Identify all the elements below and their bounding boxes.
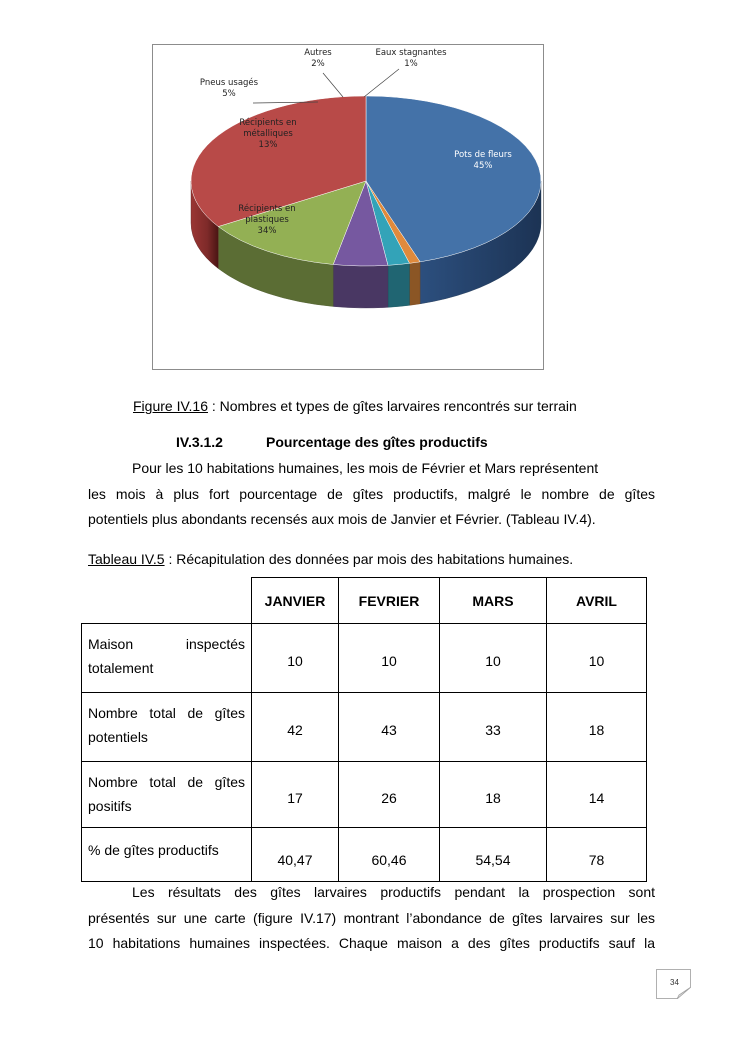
- section-title: Pourcentage des gîtes productifs: [266, 434, 488, 450]
- table-cell: 40,47: [251, 827, 339, 882]
- pie-leader-line: [323, 73, 343, 97]
- pie-slice-label: Eaux stagnantes 1%: [375, 48, 447, 69]
- page-fold-icon: [677, 987, 691, 999]
- table-cell: 33: [439, 692, 547, 762]
- row-label-line: Nombre total de gîtes: [88, 774, 245, 790]
- pie-chart: [153, 45, 543, 369]
- row-label-line: Nombre total de gîtes: [88, 705, 245, 721]
- row-label-line: % de gîtes productifs: [88, 842, 219, 858]
- figure-caption: [133, 398, 577, 414]
- pie-slice-label: Pneus usagés 5%: [199, 78, 259, 99]
- pie-leader-line: [364, 69, 399, 97]
- paragraph-2: [88, 880, 655, 957]
- paragraph-1-line: potentiels plus abondants recensés aux mois de Janvier et Février. (Tableau IV.4).: [88, 511, 596, 527]
- table-cell: 18: [546, 692, 647, 762]
- column-header: FEVRIER: [338, 577, 440, 624]
- table-cell: 78: [546, 827, 647, 882]
- pie-slice-side: [388, 263, 410, 307]
- table-cell: 17: [251, 761, 339, 828]
- table-cell: 54,54: [439, 827, 547, 882]
- figure-caption-text: : Nombres et types de gîtes larvaires rencontrés sur terrain: [207, 398, 577, 414]
- section-number: IV.3.1.2: [176, 434, 223, 450]
- column-header: AVRIL: [546, 577, 647, 624]
- table-caption-text: : Récapitulation des données par mois des habitations humaines.: [164, 551, 574, 567]
- table-caption: [88, 551, 573, 567]
- pie-slice-label: Récipients en métalliques 13%: [239, 118, 297, 150]
- pie-slice-side: [410, 262, 421, 305]
- row-label-line: potentiels: [88, 729, 148, 745]
- table-cell: 60,46: [338, 827, 440, 882]
- table-cell: 18: [439, 761, 547, 828]
- table-cell: 26: [338, 761, 440, 828]
- table-cell: 10: [439, 623, 547, 693]
- row-label-line: totalement: [88, 660, 154, 676]
- table-cell: 42: [251, 692, 339, 762]
- table-cell: 10: [546, 623, 647, 693]
- figure-ref: Figure IV.16: [133, 398, 208, 414]
- paragraph-2-line: présentés sur une carte (figure IV.17) montrant l’abondance de gîtes larvaires sur les: [88, 909, 655, 926]
- table-cell: 10: [251, 623, 339, 693]
- table-cell: 10: [338, 623, 440, 693]
- paragraph-2-line: 10 habitations humaines inspectées. Chaque maison a des gîtes productifs sauf la: [88, 935, 655, 951]
- table-row-label: [81, 623, 252, 693]
- table-row-label: [81, 761, 252, 828]
- row-label-line: positifs: [88, 798, 132, 814]
- column-header: JANVIER: [251, 577, 339, 624]
- table-cell: 43: [338, 692, 440, 762]
- column-header: MARS: [439, 577, 547, 624]
- pie-slice-side: [333, 264, 388, 308]
- paragraph-1-line: les mois à plus fort pourcentage de gîtes productifs, malgré le nombre de gîtes: [88, 485, 655, 502]
- paragraph-2-line: Les résultats des gîtes larvaires productifs pendant la prospection sont: [132, 884, 655, 900]
- table-row-label: [81, 827, 252, 882]
- pie-slice-label: Pots de fleurs 45%: [454, 150, 512, 171]
- table-ref: Tableau IV.5: [88, 551, 165, 567]
- table-cell: 14: [546, 761, 647, 828]
- pie-slice-label: Autres 2%: [304, 48, 332, 69]
- pie-slice-label: Récipients en plastiques 34%: [238, 204, 296, 236]
- pie-chart-frame: [152, 44, 544, 370]
- data-table: [81, 577, 647, 882]
- paragraph-1: [88, 456, 655, 533]
- paragraph-1-line: Pour les 10 habitations humaines, les mois de Février et Mars représentent: [132, 460, 599, 476]
- page-number: 34: [670, 978, 679, 987]
- row-label-line: Maison inspectés: [88, 636, 245, 652]
- table-row-label: [81, 692, 252, 762]
